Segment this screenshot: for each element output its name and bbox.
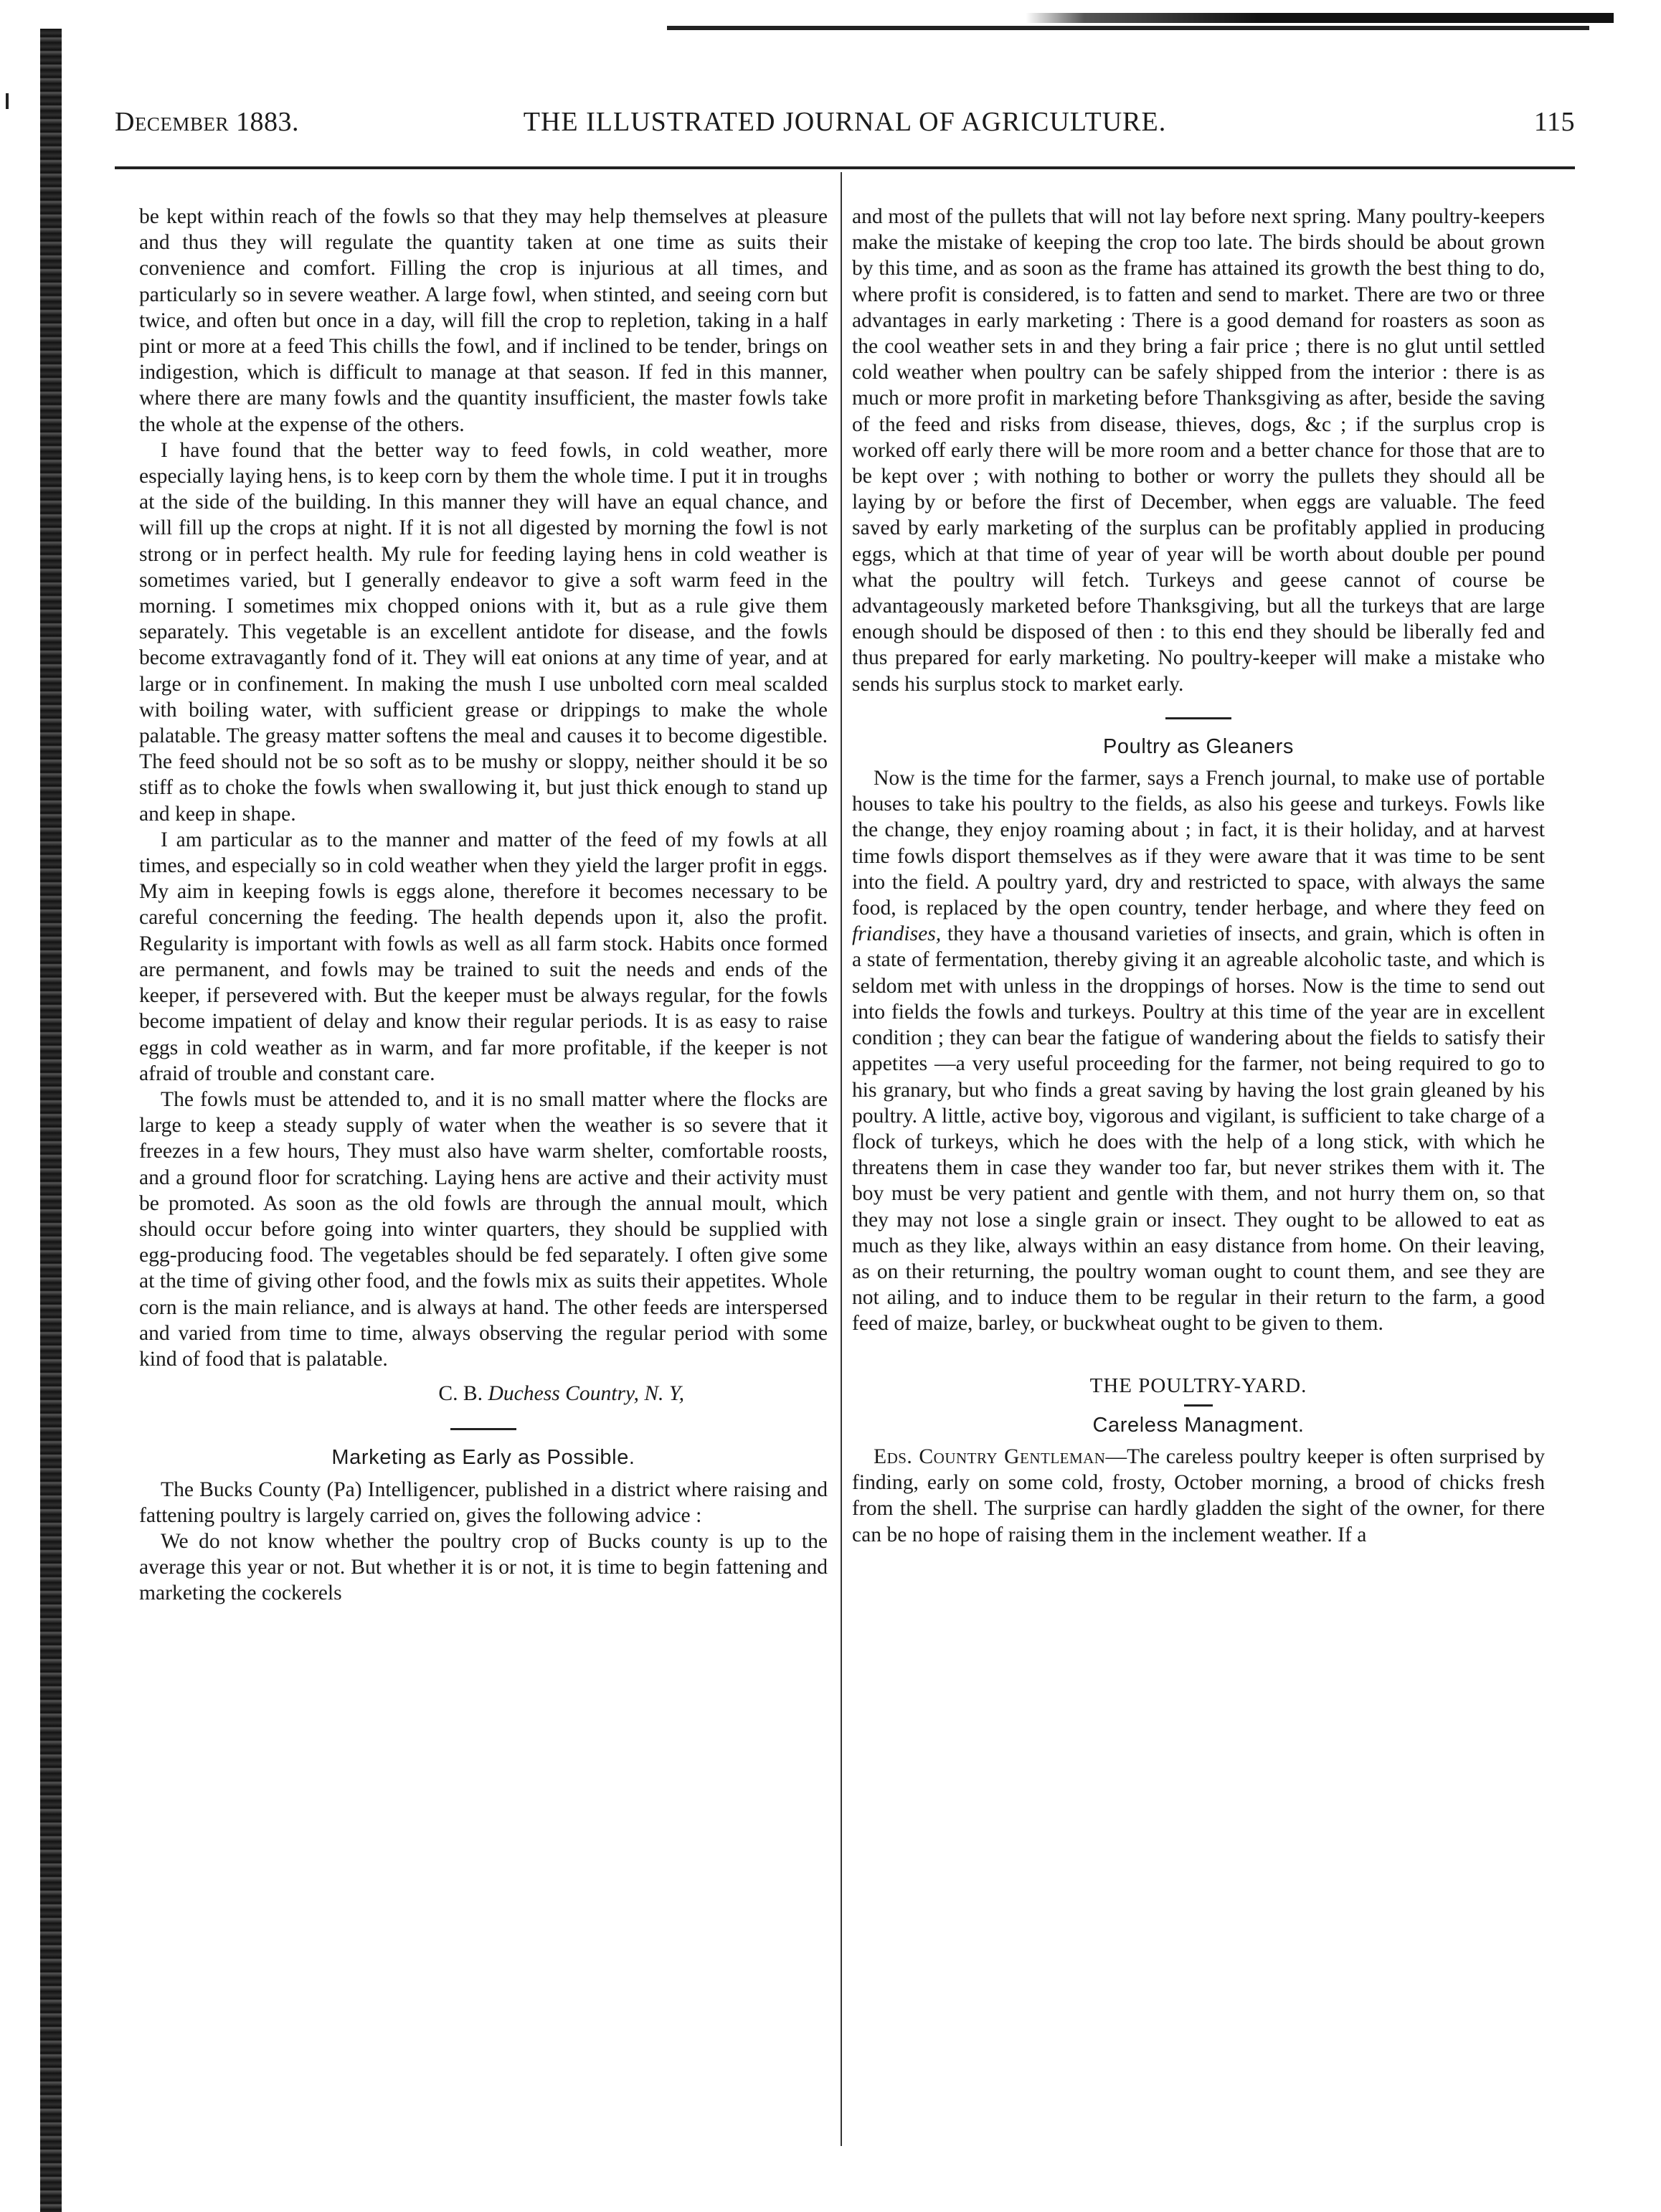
careless-paragraph: [852, 1444, 1545, 1548]
top-scan-band: [1026, 13, 1614, 23]
gleaners-italic-term: friandises,: [852, 922, 942, 946]
poultry-yard-heading: THE POULTRY-YARD.: [1089, 1374, 1307, 1397]
careless-heading: Careless Managment.: [1092, 1413, 1305, 1437]
top-rule: [667, 26, 1589, 30]
column-divider: [841, 172, 842, 2146]
continued-text: and most of the pullets that will not lay before next spring. Many poultry-keepers make the mistake of keeping the crop too late. The birds should be about grown by this time, and as soon as the frame has attained its growth the best thing to do, where profit is considered, is to fatten and send to market. There are two or three advantages in early marketing : There is a good demand for roasters as soon as the cool weather sets in and they bring a fair price ; there is no glut until settled cold weather when poultry can be safely shipped from the interior : there is as much or more profit in marketing before Thanksgiving as after, beside the saving of the feed and risks from disease, thieves, dogs, &c ; if the surplus crop is worked off early there will be more room and a better chance for those that are to be kept over ; with nothing to bother or worry the pullets they should all be laying by or before the first of December, when eggs are valuable. The feed saved by early marketing of the surplus can be profitably applied in producing eggs, which at that time of year of year will be worth about double per pound what the poultry will fetch. Turkeys and geese cannot of course be advantageously marketed before Thanksgiving, but all the turkeys that are large enough should be disposed of then : to this end they should be liberally fed and thus prepared for early marketing. No poultry-keeper will make a mistake who sends his surplus stock to market early.: [852, 205, 1545, 696]
page-binding-edge: [40, 29, 62, 2212]
paragraph: I have found that the better way to feed fowls, in cold weather, more especially laying hens, is to keep corn by them the whole time. I put it in troughs at the side of the building. In this manner they will have an equal chance, and will fill up the crops at night. If it is not all digested by morning the fowl is not strong or in perfect health. My rule for feeding laying hens in cold weather is sometimes varied, but I generally endeavor to give a soft warm feed in the morning. I sometimes mix chopped onions with it, but as a rule give them separately. This vegetable is an excellent antidote for disease, and the fowls become extravagantly fond of it. They will eat onions at any time of year, and at large or in confinement. In making the mush I use unbolted corn meal scalded with boiling water, with sufficient grease or drippings to make the whole palatable. The greasy matter softens the meal and causes it to become digestible. The feed should not be so soft as to be mushy or sloppy, neither should it be so stiff as to choke the fowls when swallowing it, but just thick enough to stand up and keep in shape.: [139, 438, 828, 826]
running-header: [115, 106, 1575, 142]
marketing-text: We do not know whether the poultry crop of Bucks county is up to the average this year or not. But whether it is or not, it is time to begin fattening and marketing the cockerels: [139, 1529, 828, 1605]
paragraph: I am particular as to the manner and matter of the feed of my fowls at all times, and especially so in cold weather when they yield the larger profit in eggs. My aim in keeping fowls is eggs alone, therefore it becomes necessary to be careful concerning the feeding. The health depends upon it, also the profit. Regularity is important with fowls as well as all farm stock. Habits once formed are permanent, and fowls may be trained to suit the needs and ends of the keeper, if persevered with. But the keeper must be always regular, for the fowls become impatient of delay and know their regular periods. It is as easy to raise eggs in cold weather as in warm, and far more profitable, if the keeper is not afraid of trouble and constant care.: [139, 828, 828, 1085]
signature-place: Duchess Country, N. Y,: [488, 1382, 684, 1406]
header-rule: [115, 166, 1575, 169]
careless-text: —The careless poultry keeper is often surprised by finding, early on some cold, frosty, October morning, a brood of chicks fresh from the shell. The surprise can hardly gladden the sight of the owner, for there can be no hope of raising them in the inclement weather. If a: [852, 1445, 1546, 1546]
section-divider: [1165, 717, 1231, 719]
marketing-intro: The Bucks County (Pa) Intelligencer, published in a district where raising and fattening poultry is largely carried on, gives the following advice :: [139, 1478, 828, 1527]
left-column: [139, 204, 828, 1607]
section-divider: [450, 1428, 516, 1430]
scan-mark: [6, 93, 9, 109]
gleaners-text-b: they have a thousand varieties of insects, and grain, which is often in a state of fermentation, thereby giving it an agreable alcoholic taste, and which is seldom met with unless in the droppings of horses. Now is the time to send out into fields the fowls and turkeys. Poultry at this time of the year are in excellent condition ; they can bear the fatigue of wandering about the fields to satisfy their appetites —a very useful proceeding for the farmer, not being required to go to his granary, but who finds a great saving by having the lost grain gleaned by his poultry. A little, active boy, vigorous and vigilant, is sufficient to take charge of a flock of turkeys, which he does with the help of a long stick, with which he threatens them in case they wander too far, but never strikes them with it. The boy must be very patient and gentle with them, and not hurry them on, so that they may not lose a single grain or insect. They ought to be allowed to eat as much as they like, always within an easy distance from home. On their leaving, as on their returning, the poultry woman ought to count them, and see they are not ailing, and to induce them to be regular in their return to the farm, a good feed of maize, barley, or buckwheat ought to be given to them.: [852, 922, 1545, 1336]
page-number: 115: [1533, 107, 1575, 137]
signature-name: C. B.: [438, 1382, 483, 1406]
section-divider: [1184, 1404, 1213, 1407]
marketing-heading: Marketing as Early as Possible.: [331, 1446, 635, 1470]
gleaners-heading: Poultry as Gleaners: [1102, 734, 1295, 758]
careless-lead: Eds. Country Gentleman: [874, 1445, 1106, 1468]
paragraph: be kept within reach of the fowls so that they may help themselves at pleasure and thus they will regulate the quantity taken at one time as suits their convenience and comfort. Filling the crop is injurious at all times, and particularly so in severe weather. A large fowl, when stinted, and seeing corn but twice, and often but once in a day, will fill the crop to repletion, taking in a half pint or more at a feed This chills the fowl, and if inclined to be tender, brings on indigestion, which is difficult to manage at that season. If fed in this manner, where there are many fowls and the quantity insufficient, the master fowls take the whole at the expense of the others.: [139, 205, 828, 436]
gleaners-paragraph: [852, 765, 1545, 1336]
header-date: December 1883.: [115, 107, 299, 137]
gleaners-text-a: Now is the time for the farmer, says a French journal, to make use of portable houses to take his poultry to the fields, as also his geese and turkeys. Fowls like the change, they enjoy roaming about ; in fact, it is their holiday, and at harvest time fowls disport themselves as if they were aware that it was time to be sent into the field. A poultry yard, dry and restricted to space, with always the same food, is replaced by the open country, tender herbage, and where they feed on: [852, 767, 1545, 920]
journal-title: THE ILLUSTRATED JOURNAL OF AGRICULTURE.: [523, 107, 1167, 137]
article-signature: [139, 1381, 828, 1407]
paragraph: The fowls must be attended to, and it is no small matter where the flocks are large to keep a steady supply of water when the weather is so severe that it freezes in a few hours, They must also have warm shelter, comfortable roosts, and a ground floor for scratching. Laying hens are active and their activity must be promoted. As soon as the old fowls are through the annual moult, which should occur before going into winter quarters, they should be supplied with egg-producing food. The vegetables should be fed separately. I often give some at the time of giving other food, and the fowls mix as suits their appetites. Whole corn is the main reliance, and is always at hand. The other feeds are interspersed and varied from time to time, always observing the regular period with some kind of food that is palatable.: [139, 1087, 828, 1371]
right-column: [852, 204, 1545, 1548]
